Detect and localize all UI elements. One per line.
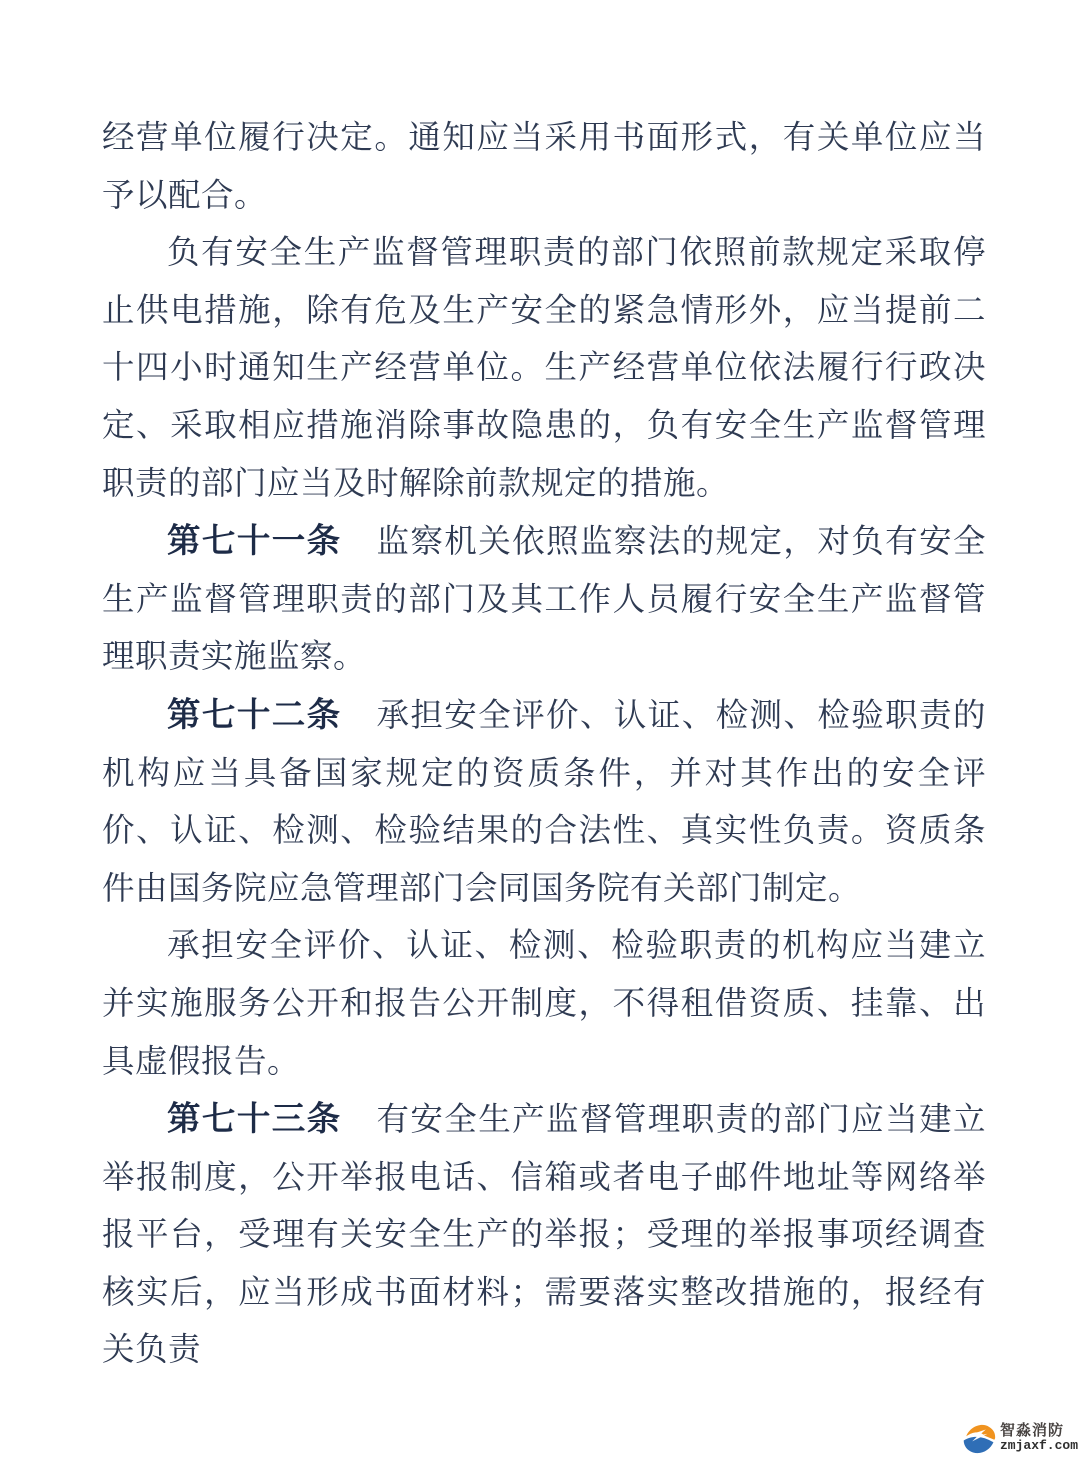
paragraph-text: 经营单位履行决定。通知应当采用书面形式，有关单位应当予以配合。 — [102, 120, 986, 214]
article-number: 第七十三条 — [167, 1101, 342, 1139]
watermark-text-group — [1000, 1423, 1078, 1452]
paragraph — [102, 918, 986, 1091]
paragraph-text: 监察机关依照监察法的规定，对负有安全生产监督管理职责的部门及其工作人员履行安全生产监督管理职责实施监察。 — [102, 524, 986, 676]
article-number: 第七十二条 — [167, 696, 342, 734]
watermark-domain: zmjaxf.com — [999, 1438, 1078, 1454]
paragraph — [102, 225, 986, 513]
zm-swoosh-logo-icon — [962, 1421, 996, 1455]
paragraph-continuation — [102, 110, 986, 225]
paragraph-text: 承担安全评价、认证、检测、检验职责的机构应当具备国家规定的资质条件，并对其作出的安全评价、认证、检测、检验结果的合法性、真实性负责。资质条件由国务院应急管理部门会同国务院有关部门制定。 — [102, 697, 986, 907]
paragraph-article-73 — [102, 1091, 986, 1380]
legal-text-block — [102, 110, 986, 1380]
paragraph-text: 有安全生产监督管理职责的部门应当建立举报制度，公开举报电话、信箱或者电子邮件地址等网络举报平台，受理有关安全生产的举报；受理的举报事项经调查核实后，应当形成书面材料；需要落实整改措施的，报经有关负责 — [102, 1102, 986, 1369]
article-number: 第七十一条 — [167, 523, 342, 561]
paragraph-article-72 — [102, 687, 986, 918]
site-watermark[interactable] — [962, 1421, 1078, 1455]
paragraph-text: 承担安全评价、认证、检测、检验职责的机构应当建立并实施服务公开和报告公开制度，不得租借资质、挂靠、出具虚假报告。 — [102, 928, 986, 1080]
paragraph-text: 负有安全生产监督管理职责的部门依照前款规定采取停止供电措施，除有危及生产安全的紧急情形外，应当提前二十四小时通知生产经营单位。生产经营单位依法履行行政决定、采取相应措施消除事故隐患的，负有安全生产监督管理职责的部门应当及时解除前款规定的措施。 — [102, 235, 986, 502]
paragraph-article-71 — [102, 513, 986, 687]
watermark-brand: 智淼消防 — [999, 1422, 1064, 1440]
